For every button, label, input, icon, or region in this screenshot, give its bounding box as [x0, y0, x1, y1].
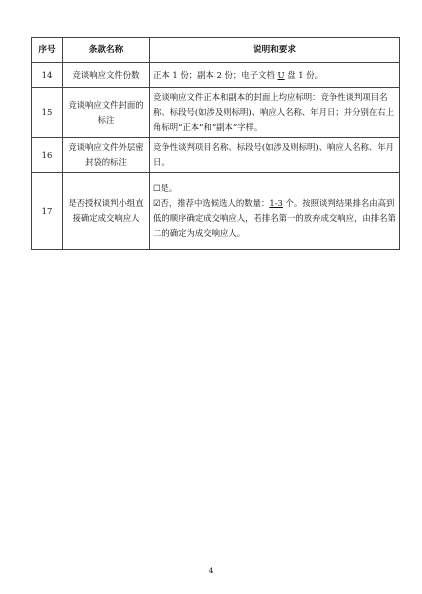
- page-number: 4: [208, 566, 214, 575]
- desc-underlined-text: U: [277, 69, 285, 80]
- desc-text: 盘 1 份。: [284, 69, 323, 80]
- option-no-detail: 个。按照谈判结果排名由高到低的顺序确定成交响应人，若排名第一的放弃成交响应，由排名第二的确定为成交响应人。: [153, 198, 396, 238]
- row-description: 竞争性谈判项目名称、标段号(如涉及则标明)、响应人名称、年月日。: [150, 138, 400, 173]
- option-no-checked: [153, 198, 396, 238]
- row-description: [150, 173, 400, 250]
- table-row: [32, 63, 400, 88]
- clause-name-text: 是否授权谈判小组直接确定成交响应人: [68, 198, 144, 223]
- clause-name-text: 竞谈响应文件份数: [72, 69, 140, 80]
- row-number: 17: [32, 173, 63, 250]
- row-clause-name: [63, 63, 150, 88]
- row-description: 竞谈响应文件正本和副本的封面上均应标明：竞争性谈判项目名称、标段号(如涉及则标明)、响应人名称、年月日；并分别在右上角标明“正本”和“副本”字样。: [150, 88, 400, 138]
- row-number: 15: [32, 88, 63, 138]
- table-row: [32, 88, 400, 138]
- row-number: 14: [32, 63, 63, 88]
- header-description: 说明和要求: [150, 38, 400, 63]
- option-no-text: ☑否，推荐中选候选人的数量：: [153, 198, 270, 208]
- requirements-table: [31, 37, 400, 250]
- header-clause-name: 条款名称: [63, 38, 150, 63]
- row-number: 16: [32, 138, 63, 173]
- option-yes-unchecked: ☐是。: [153, 183, 178, 193]
- row-description: [150, 63, 400, 88]
- candidate-count-value: 1-3: [269, 198, 283, 208]
- clause-name-text: 竞谈响应文件外层密封袋的标注: [68, 142, 144, 167]
- table-row: [32, 173, 400, 250]
- desc-text: 正本 1 份；副本 2 份；电子文档: [153, 69, 278, 80]
- header-number: 序号: [32, 38, 63, 63]
- table-row: [32, 138, 400, 173]
- row-clause-name: [63, 173, 150, 250]
- row-clause-name: [63, 138, 150, 173]
- clause-name-text: 竞谈响应文件封面的标注: [68, 99, 144, 125]
- row-clause-name: [63, 88, 150, 138]
- table-header-row: [32, 38, 400, 63]
